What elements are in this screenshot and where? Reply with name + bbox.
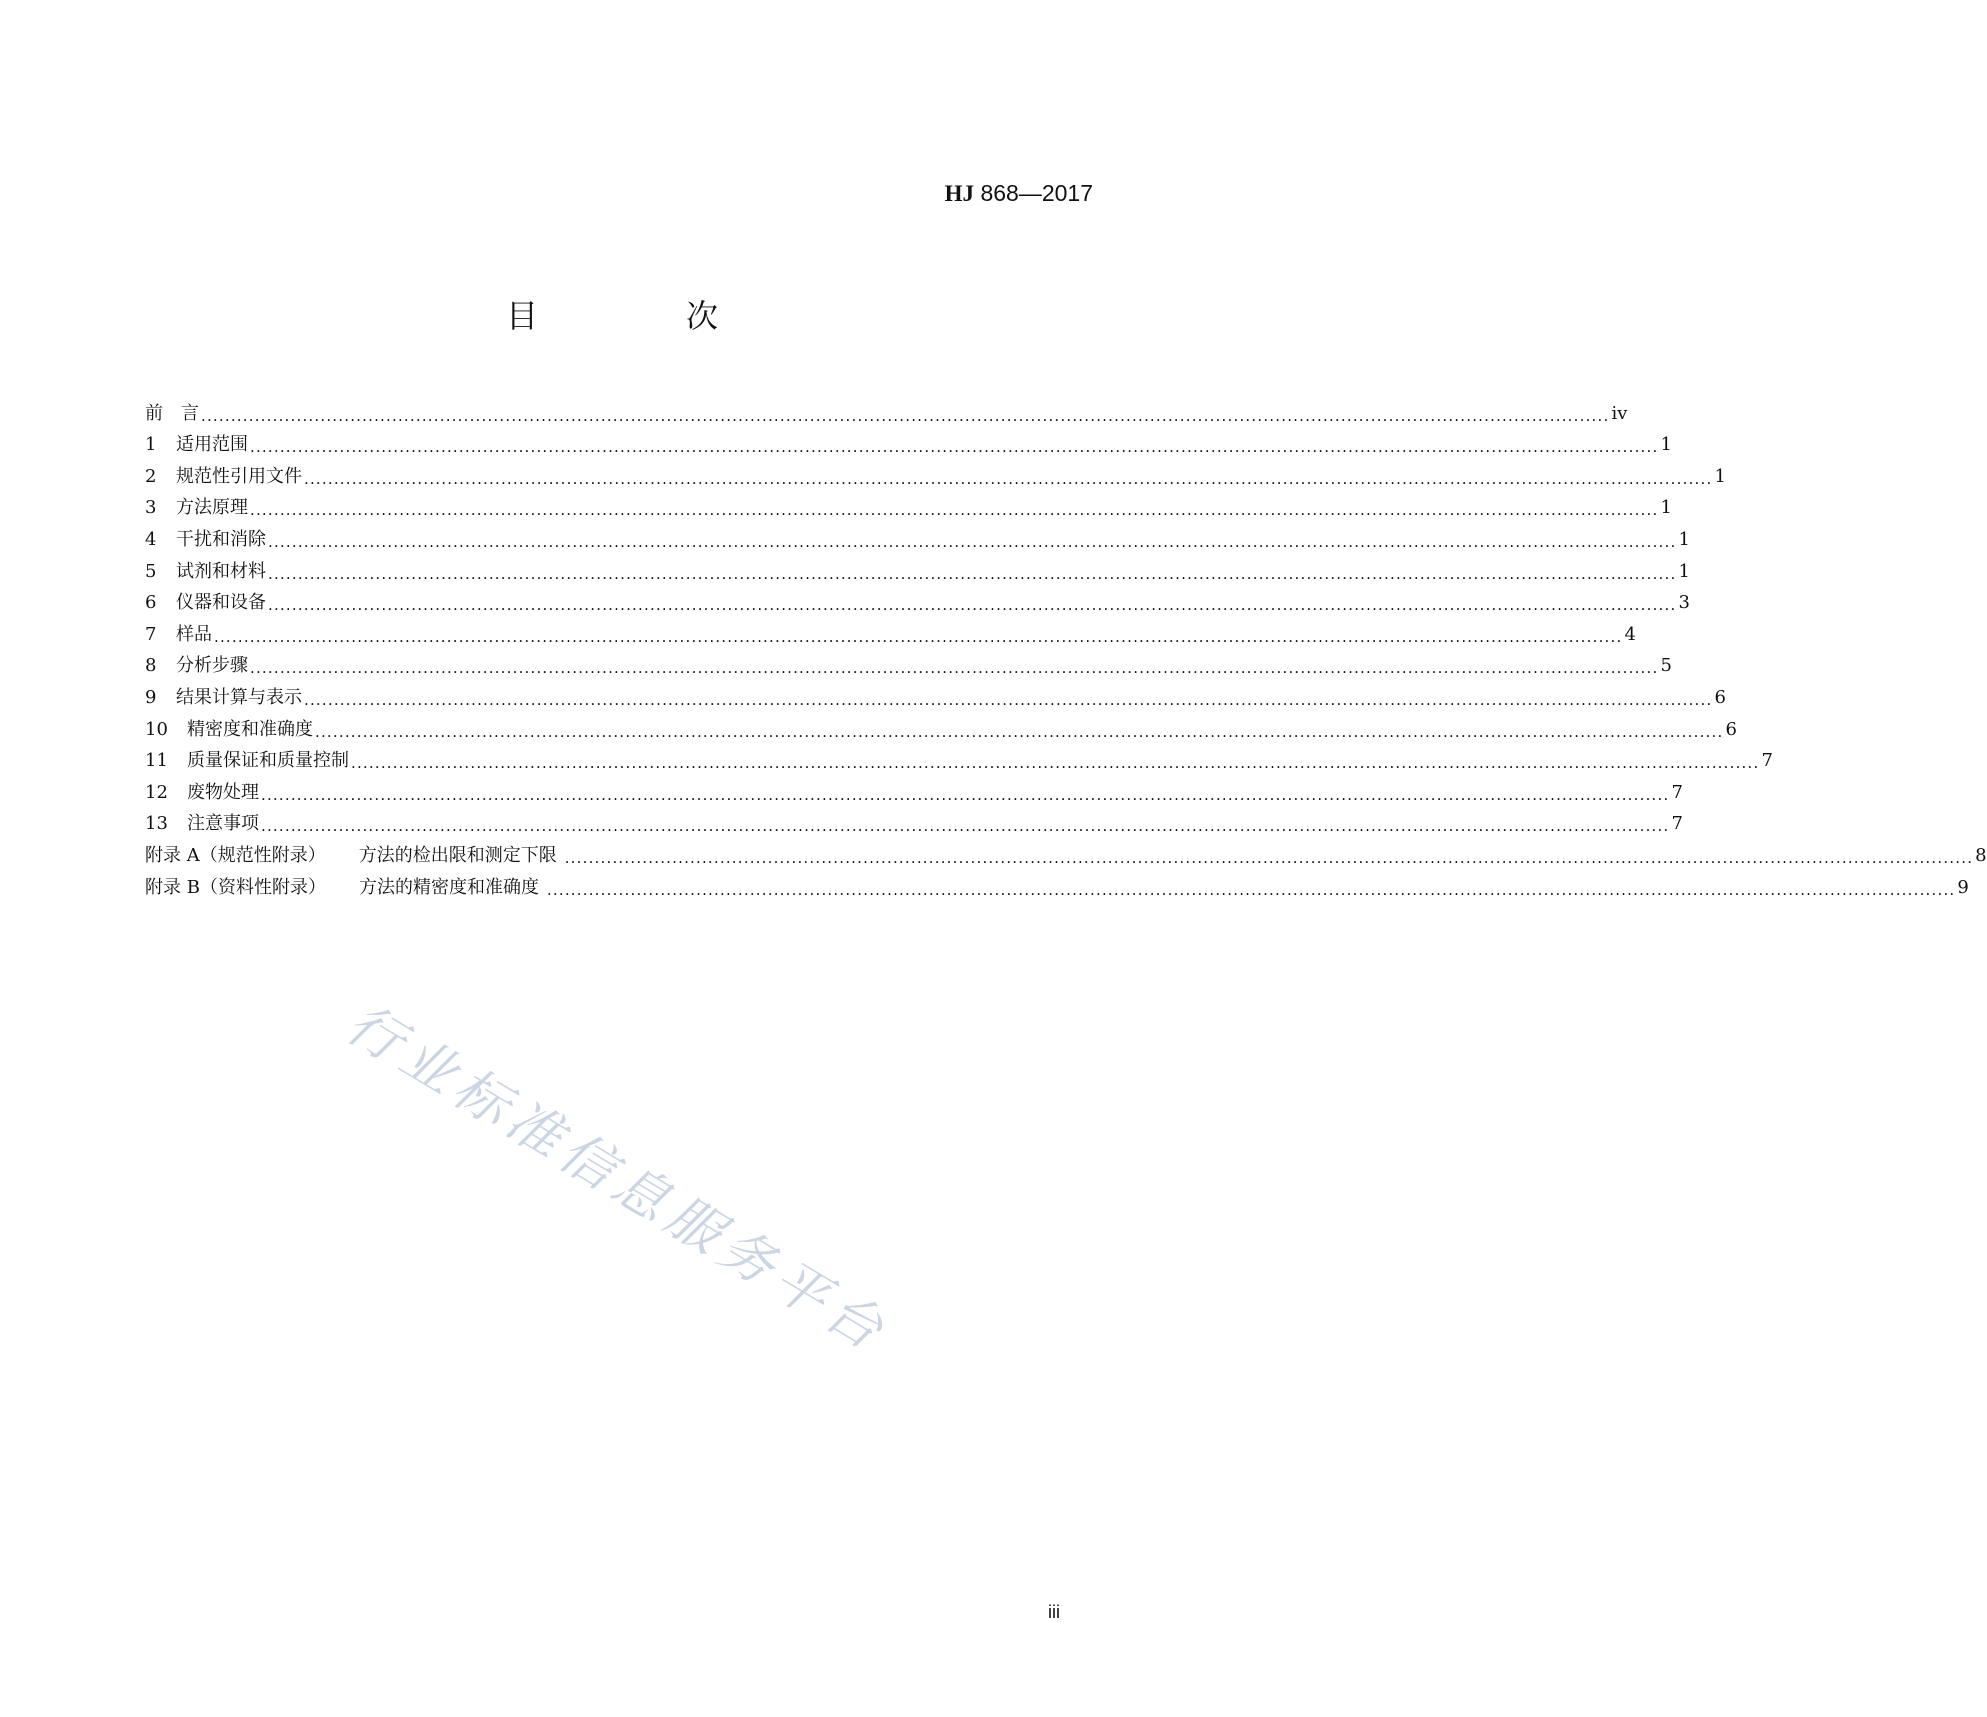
toc-item-number: 2 — [145, 465, 157, 487]
page-title: 目 次 — [505, 297, 776, 335]
toc-item-number: 1 — [145, 434, 157, 456]
toc-item-appendix-a[interactable] — [145, 836, 1987, 868]
toc-item-3[interactable] — [145, 489, 1672, 521]
toc-item-title: 结果计算与表示 — [176, 686, 302, 708]
toc-item-number: 9 — [145, 686, 157, 708]
toc-leader-dots: ............................................................................................................................................................................................................................................ — [268, 564, 1677, 583]
toc-item-title: 试剂和材料 — [176, 560, 266, 582]
toc-item-9[interactable] — [145, 678, 1726, 710]
toc-item-title: 注意事项 — [187, 813, 259, 835]
toc-item-page: 1 — [1660, 434, 1672, 456]
toc-item-title: 适用范围 — [176, 434, 248, 456]
toc-item-10[interactable] — [145, 710, 1737, 742]
page-number: iii — [1048, 1602, 1060, 1622]
toc-item-12[interactable] — [145, 773, 1683, 805]
toc-item-number: 12 — [145, 781, 168, 803]
toc-item-page: 4 — [1624, 623, 1636, 645]
toc-item-number: 10 — [145, 718, 168, 740]
toc-item-foreword[interactable] — [145, 394, 1628, 426]
toc-item-page: 7 — [1671, 781, 1683, 803]
toc-leader-dots: ............................................................................................................................................................................................................................................ — [261, 785, 1670, 804]
toc-item-title: 样品 — [176, 623, 212, 645]
toc-item-title: 仪器和设备 — [176, 592, 266, 614]
toc-item-6[interactable] — [145, 584, 1690, 616]
toc-item-8[interactable] — [145, 647, 1672, 679]
toc-leader-dots: ............................................................................................................................................................................................................................................ — [250, 501, 1659, 520]
toc-item-subtitle: 方法的精密度和准确度 — [358, 876, 539, 898]
toc-item-page: 1 — [1660, 497, 1672, 519]
toc-leader-dots: ............................................................................................................................................................................................................................................ — [540, 880, 1956, 899]
toc-item-page: 1 — [1678, 560, 1690, 582]
toc-item-title: 方法原理 — [176, 497, 248, 519]
table-of-contents — [145, 394, 1987, 900]
toc-item-page: 9 — [1957, 876, 1969, 898]
toc-item-page: 7 — [1761, 750, 1773, 772]
toc-leader-dots: ............................................................................................................................................................................................................................................ — [315, 722, 1724, 741]
toc-item-title: 附录 B（资料性附录） — [145, 876, 326, 898]
toc-item-title: 精密度和准确度 — [187, 718, 313, 740]
toc-leader-dots: ............................................................................................................................................................................................................................................ — [250, 659, 1659, 678]
standard-code — [945, 178, 1093, 209]
toc-item-page: 7 — [1671, 813, 1683, 835]
toc-item-subtitle: 方法的检出限和测定下限 — [358, 844, 557, 866]
toc-leader-dots: ............................................................................................................................................................................................................................................ — [268, 596, 1677, 615]
toc-item-page: 6 — [1714, 686, 1726, 708]
toc-item-title: 废物处理 — [187, 781, 259, 803]
toc-item-number: 3 — [145, 497, 157, 519]
standard-code-prefix: HJ — [944, 181, 975, 206]
toc-leader-dots: ............................................................................................................................................................................................................................................ — [304, 469, 1713, 488]
toc-item-page: iv — [1611, 402, 1628, 424]
toc-leader-dots: ............................................................................................................................................................................................................................................ — [268, 532, 1677, 551]
toc-item-title: 干扰和消除 — [176, 528, 266, 550]
toc-item-4[interactable] — [145, 520, 1690, 552]
watermark: 行业标准信息服务平台 — [335, 991, 900, 1366]
toc-item-page: 8 — [1975, 844, 1987, 866]
toc-leader-dots: ............................................................................................................................................................................................................................................ — [250, 438, 1659, 457]
toc-leader-dots: ............................................................................................................................................................................................................................................ — [351, 754, 1760, 773]
toc-item-number: 4 — [145, 528, 157, 550]
toc-leader-dots: ............................................................................................................................................................................................................................................ — [261, 817, 1670, 836]
toc-item-2[interactable] — [145, 457, 1726, 489]
toc-item-7[interactable] — [145, 615, 1636, 647]
toc-leader-dots: ............................................................................................................................................................................................................................................ — [304, 690, 1713, 709]
toc-item-page: 6 — [1725, 718, 1737, 740]
toc-item-title: 质量保证和质量控制 — [187, 750, 349, 772]
toc-item-appendix-b[interactable] — [145, 868, 1969, 900]
toc-item-title: 分析步骤 — [176, 655, 248, 677]
toc-item-number: 7 — [145, 623, 157, 645]
standard-code-number: 868—2017 — [980, 180, 1093, 206]
toc-leader-dots: ............................................................................................................................................................................................................................................ — [558, 848, 1974, 867]
toc-item-number: 8 — [145, 655, 157, 677]
toc-item-page: 5 — [1660, 655, 1672, 677]
toc-item-title: 前 言 — [145, 402, 199, 424]
toc-item-number: 11 — [145, 750, 168, 772]
toc-item-page: 3 — [1678, 592, 1690, 614]
toc-item-13[interactable] — [145, 805, 1683, 837]
toc-leader-dots: ............................................................................................................................................................................................................................................ — [201, 406, 1610, 425]
toc-leader-dots: ............................................................................................................................................................................................................................................ — [214, 627, 1623, 646]
toc-item-number: 13 — [145, 813, 168, 835]
toc-item-number: 5 — [145, 560, 157, 582]
toc-item-1[interactable] — [145, 426, 1672, 458]
toc-item-page: 1 — [1714, 465, 1726, 487]
toc-item-5[interactable] — [145, 552, 1690, 584]
toc-item-title: 附录 A（规范性附录） — [145, 844, 326, 866]
toc-item-number: 6 — [145, 592, 157, 614]
toc-item-11[interactable] — [145, 742, 1773, 774]
toc-item-title: 规范性引用文件 — [176, 465, 302, 487]
toc-item-page: 1 — [1678, 528, 1690, 550]
